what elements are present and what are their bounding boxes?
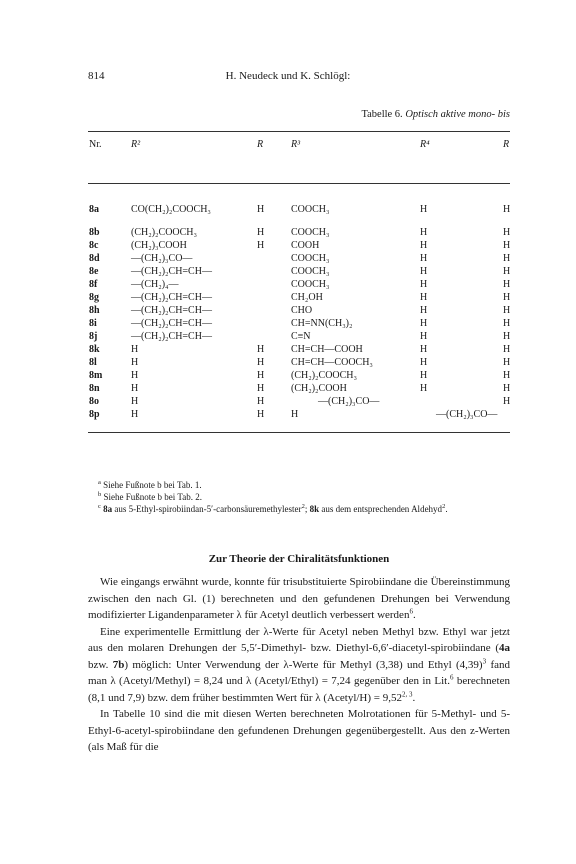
compound-ref: 7b [112, 658, 125, 671]
footnote-text: aus dem entsprechenden Aldehyd [321, 504, 443, 514]
cell-r3: CHO [291, 305, 313, 316]
cell-r3: COOCH₃ [291, 253, 330, 264]
cell-r3: COOCH₃ [291, 266, 330, 277]
cell-nr: 8l [89, 357, 97, 368]
footnote-text: aus 5-Ethyl-spirobiindan-5′-carbonsäuremethylester [114, 504, 302, 514]
cell-r2: H [131, 383, 139, 394]
paragraph-text: ) möglich: Unter Verwendung der λ-Werte für Methyl (3,38) und Ethyl (4,39) [124, 658, 483, 671]
table-row [0, 396, 576, 409]
cell-r3: CH₂OH [291, 292, 323, 303]
table-top-rule [88, 131, 510, 132]
cell-r-second: H [503, 204, 511, 215]
cell-r-second: H [503, 331, 511, 342]
cell-r: H [257, 227, 265, 238]
table-row [0, 409, 576, 422]
cell-r2: —(CH₂)₄— [131, 279, 179, 290]
compound-ref: 8a [103, 504, 113, 514]
cell-r-second: H [503, 292, 511, 303]
cell-nr: 8o [89, 396, 99, 407]
cell-nr: 8m [89, 370, 103, 381]
paragraph [88, 706, 510, 756]
cell-r4: H [420, 331, 428, 342]
table-row [0, 305, 576, 318]
column-header-nr: Nr. [89, 139, 102, 150]
citation: 2 [442, 503, 446, 510]
cell-r4: H [420, 253, 428, 264]
paragraph-text: berechneten (8,1 und 7,9) bzw. dem früher bestimmten Wert für λ (Acetyl/H) = 9,52 [88, 675, 510, 704]
table-row [0, 370, 576, 383]
cell-r-second: H [503, 253, 511, 264]
cell-r2: H [131, 344, 139, 355]
table-header-rule [88, 183, 510, 184]
paragraph-text: Wie eingangs erwähnt wurde, konnte für trisubstituierte Spirobiindane die Übereinstimmung zwischen den nach Gl. (1) berechneten und den gefundenen Drehungen bei Verwendung modifizierter Ligandenparameter λ für Acetyl deutlich verbessert werden [88, 576, 510, 621]
cell-nr: 8c [89, 240, 99, 251]
citation: 6 [449, 673, 454, 682]
cell-r: H [257, 240, 265, 251]
table-row [0, 266, 576, 279]
table-caption [361, 109, 510, 120]
cell-r: H [257, 409, 265, 420]
cell-r2: —(CH₂)₂CH=CH— [131, 292, 212, 303]
table-bottom-rule [88, 432, 510, 433]
cell-r: H [257, 344, 265, 355]
cell-nr: 8k [89, 344, 100, 355]
column-header-r2: R² [131, 139, 141, 150]
citation: 2 [301, 503, 305, 510]
cell-r3: COOCH₃ [291, 279, 330, 290]
punctuation: . [412, 609, 416, 621]
cell-nr: 8f [89, 279, 98, 290]
cell-r-second: H [503, 344, 511, 355]
cell-r: H [257, 370, 265, 381]
cell-nr: 8h [89, 305, 100, 316]
table-header [0, 139, 576, 153]
paragraph-text: In Tabelle 10 sind die mit diesen Werten berechneten Molrotationen für 5-Methyl- und 5-Ethyl-6-acetyl-spirobiindane den gefundenen Drehungen gegenübergestellt. Aus den z-Werten (als Maß für die [88, 708, 510, 753]
cell-r2: CO(CH₂)₂COOCH₃ [131, 204, 211, 215]
cell-r2: H [131, 409, 139, 420]
cell-r3: H [291, 409, 299, 420]
citation: 2, 3 [402, 689, 413, 698]
cell-nr: 8e [89, 266, 99, 277]
cell-r2: H [131, 396, 139, 407]
cell-r3: (CH₂)₂COOCH₃ [291, 370, 358, 381]
table-row [0, 344, 576, 357]
table-row [0, 383, 576, 396]
table-row [0, 204, 576, 217]
running-head [88, 70, 488, 86]
punctuation: . [445, 504, 448, 514]
cell-nr: 8b [89, 227, 100, 238]
cell-r4: H [420, 344, 428, 355]
punctuation: . [412, 691, 416, 704]
cell-nr: 8a [89, 204, 99, 215]
table-caption-title: Optisch aktive mono- bis [405, 109, 510, 120]
cell-r4: H [420, 305, 428, 316]
cell-r2: H [131, 357, 139, 368]
table-row [0, 331, 576, 344]
table-row [0, 318, 576, 331]
cell-r3: COOCH₃ [291, 204, 330, 215]
cell-r3: CH=NN(CH₃)₂ [291, 318, 353, 329]
cell-r-second: H [503, 240, 511, 251]
cell-r: H [257, 396, 265, 407]
cell-nr: 8d [89, 253, 100, 264]
table-row [0, 279, 576, 292]
cell-r3: —(CH₂)₃CO— [318, 396, 380, 407]
cell-r2: —(CH₂)₂CH=CH— [131, 266, 212, 277]
cell-r: H [257, 383, 265, 394]
cell-r3: (CH₂)₂COOH [291, 383, 347, 394]
cell-nr: 8n [89, 383, 100, 394]
compound-ref: 4a [499, 642, 510, 654]
cell-r4: H [420, 357, 428, 368]
cell-r4: H [420, 279, 428, 290]
cell-r-second: H [503, 370, 511, 381]
cell-r-second: H [503, 383, 511, 394]
cell-r3: C≡N [291, 331, 311, 342]
footnote-mark: b [98, 491, 102, 498]
footnote-a [88, 479, 508, 491]
cell-nr: 8p [89, 409, 100, 420]
table-footnotes [88, 479, 508, 515]
cell-r-second: H [503, 266, 511, 277]
cell-nr: 8g [89, 292, 99, 303]
footnote-text: Siehe Fußnote b bei Tab. 1. [103, 480, 202, 490]
table-row [0, 227, 576, 240]
column-header-r3: R³ [291, 139, 301, 150]
table-row [0, 357, 576, 370]
cell-r4: H [420, 370, 428, 381]
cell-r4: —(CH₂)₃CO— [436, 409, 498, 420]
cell-nr: 8j [89, 331, 98, 342]
cell-r-second: H [503, 279, 511, 290]
cell-r3: COOH [291, 240, 320, 251]
cell-r2: H [131, 370, 139, 381]
cell-r3: COOCH₃ [291, 227, 330, 238]
table-row [0, 240, 576, 253]
cell-r4: H [420, 292, 428, 303]
section-heading: Zur Theorie der Chiralitätsfunktionen [208, 553, 390, 565]
cell-nr: 8i [89, 318, 97, 329]
cell-r-second: H [503, 227, 511, 238]
citation: 6 [409, 607, 413, 616]
cell-r2: —(CH₂)₃CO— [131, 253, 193, 264]
citation: 3 [482, 656, 487, 665]
cell-r4: H [420, 266, 428, 277]
cell-r4: H [420, 318, 428, 329]
cell-r2: (CH₂)₃COOH [131, 240, 187, 251]
cell-r-second: H [503, 357, 511, 368]
column-header-r-second: R [503, 139, 510, 150]
cell-r4: H [420, 204, 428, 215]
cell-r3: CH=CH—COOCH₃ [291, 357, 373, 368]
paragraph-text: bzw. [88, 658, 113, 671]
cell-r-second: H [503, 318, 511, 329]
cell-r2: —(CH₂)₂CH=CH— [131, 305, 212, 316]
paragraph [88, 624, 510, 707]
compound-ref: 8k [309, 504, 320, 514]
cell-r-second: H [503, 305, 511, 316]
running-head-authors: H. Neudeck und K. Schlögl: [225, 70, 351, 82]
cell-r4: H [420, 383, 428, 394]
cell-r3: CH=CH—COOH [291, 344, 363, 355]
footnote-mark: c [98, 503, 101, 510]
footnote-b [88, 491, 508, 503]
column-header-r: R [257, 139, 264, 150]
footnote-text: Siehe Fußnote b bei Tab. 2. [103, 492, 202, 502]
footnote-c [88, 503, 508, 515]
table-row [0, 292, 576, 305]
body-text [88, 574, 510, 756]
cell-r2: (CH₂)₂COOCH₃ [131, 227, 198, 238]
separator: ; [304, 504, 308, 514]
cell-r: H [257, 357, 265, 368]
cell-r: H [257, 204, 265, 215]
cell-r4: H [420, 227, 428, 238]
page-number: 814 [88, 70, 105, 82]
column-header-r4: R⁴ [420, 139, 430, 150]
paragraph-text: fand man λ (Acetyl/Methyl) = 8,24 und λ (Acetyl/Ethyl) = 7,24 gegenüber den in Lit. [88, 658, 510, 687]
paragraph-text: Eine experimentelle Ermittlung der λ-Werte für Acetyl neben Methyl bzw. Ethyl war jetzt aus den molaren Drehungen der 5,5′-Dimethyl- bzw. Diethyl-6,6′-diacetyl-spirobiindane ( [88, 625, 510, 654]
table-row [0, 253, 576, 266]
cell-r-second: H [503, 396, 511, 407]
cell-r4: H [420, 240, 428, 251]
cell-r2: —(CH₂)₂CH=CH— [131, 318, 212, 329]
paragraph [88, 574, 510, 624]
table-caption-label: Tabelle 6. [361, 109, 403, 120]
footnote-mark: a [98, 479, 101, 486]
cell-r2: —(CH₂)₂CH=CH— [131, 331, 212, 342]
